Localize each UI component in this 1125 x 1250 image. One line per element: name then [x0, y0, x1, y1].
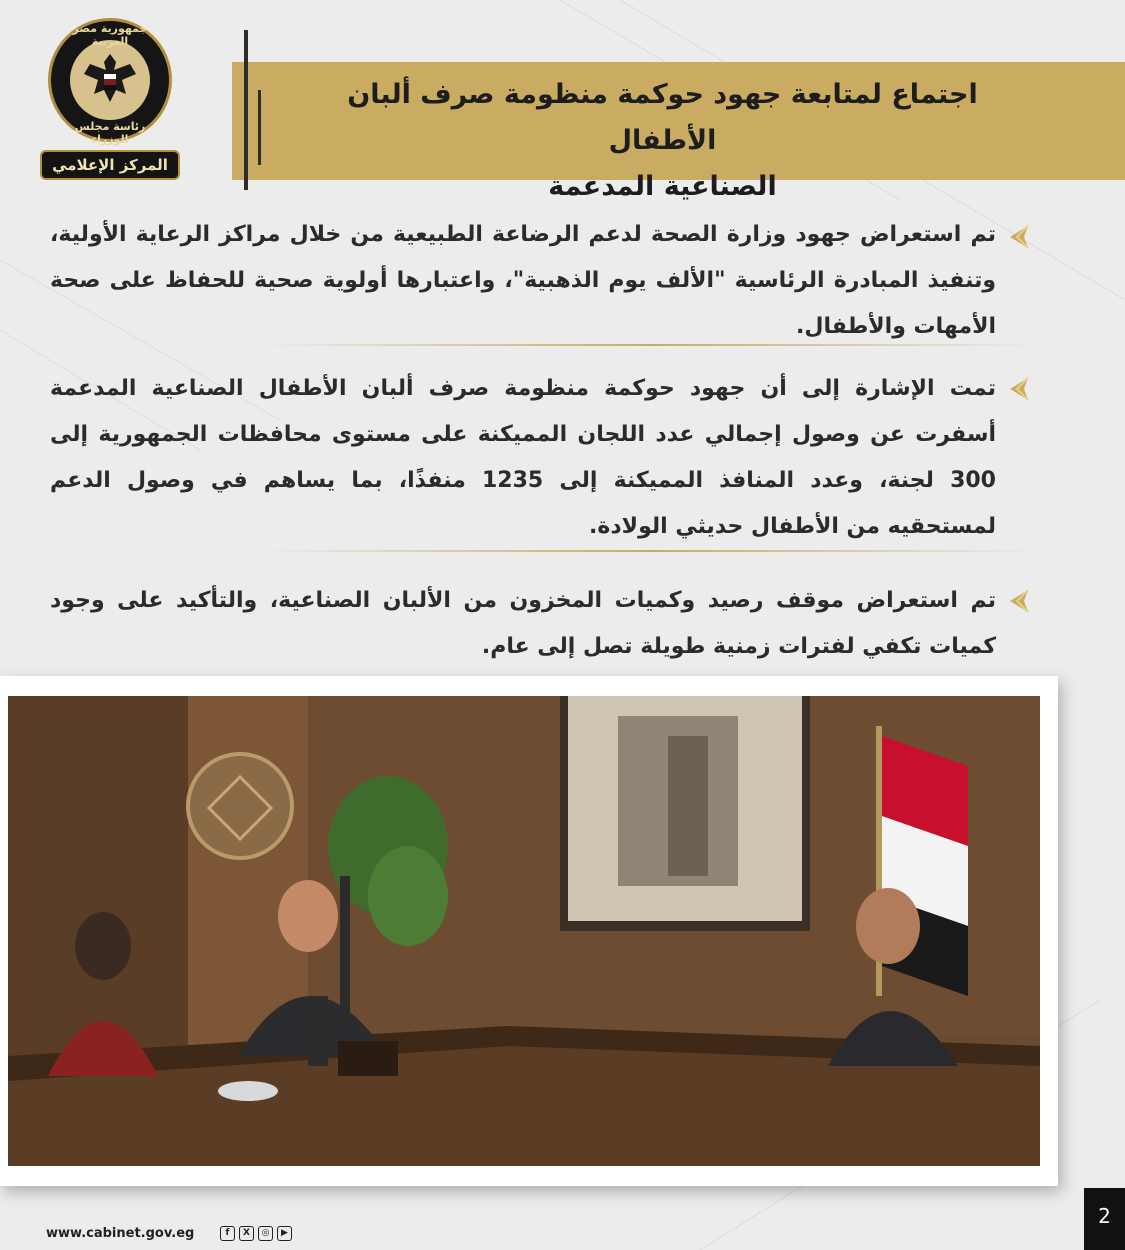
meeting-photo [8, 696, 1040, 1166]
title-accent-line [258, 90, 261, 165]
title-accent-line [244, 30, 248, 190]
page-number: 2 [1084, 1188, 1125, 1250]
paragraph-stock: تم استعراض موقف رصيد وكميات المخزون من الألبان الصناعية، والتأكيد على وجود كميات تكفي لفترات زمنية طويلة تصل إلى عام. [50, 588, 996, 659]
youtube-icon[interactable]: ▶ [277, 1226, 292, 1241]
section-divider [260, 550, 1040, 552]
media-center-logo [40, 18, 180, 178]
paragraph-breastfeeding: تم استعراض جهود وزارة الصحة لدعم الرضاعة الطبيعية من خلال مراكز الرعاية الأولية، وتنفيذ المبادرة الرئاسية "الألف يوم الذهبية"، واعتبارها أولوية صحية للحفاظ على صحة الأمهات والأطفال. [50, 222, 996, 339]
website-link[interactable]: www.cabinet.gov.eg [46, 1226, 195, 1241]
eagle-icon [70, 40, 150, 120]
paragraph-governance: تمت الإشارة إلى أن جهود حوكمة منظومة صرف ألبان الأطفال الصناعية المدعمة أسفرت عن وصول إجمالي عدد اللجان المميكنة على مستوى محافظات الجمهورية إلى 300 لجنة، وعدد المنافذ المميكنة إلى 1235 منفذًا، بما يساهم في وصول الدعم لمستحقيه من الأطفال حديثي الولادة. [50, 376, 996, 539]
instagram-icon[interactable]: ◎ [258, 1226, 273, 1241]
title-line-1: اجتماع لمتابعة جهود حوكمة منظومة صرف ألبان الأطفال [347, 79, 978, 156]
page-title [290, 72, 1035, 210]
facebook-icon[interactable]: f [220, 1226, 235, 1241]
x-icon[interactable]: X [239, 1226, 254, 1241]
logo-banner: المركز الإعلامي [40, 150, 180, 180]
section-divider [260, 344, 1040, 346]
logo-cabinet-text: رئاسة مجلس الوزراء [74, 120, 146, 146]
title-line-2: الصناعية المدعمة [548, 171, 777, 202]
logo-country-text: جمهورية مصر العربية [72, 22, 148, 48]
